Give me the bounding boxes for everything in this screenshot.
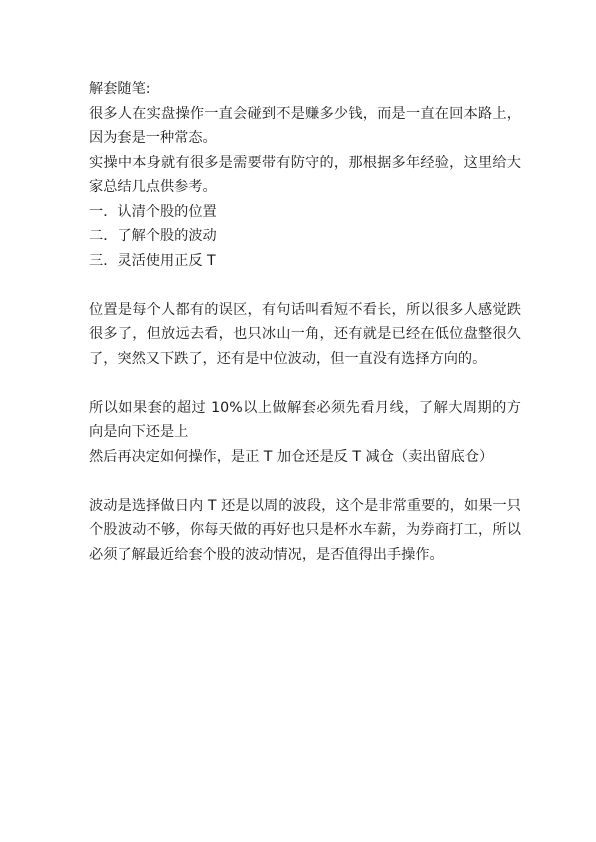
document-body xyxy=(89,77,521,567)
monthly-paragraph-2: 然后再决定如何操作，是正 T 加仓还是反 T 减仓（卖出留底仓） xyxy=(89,448,494,465)
point-item-1: 一．认清个股的位置 xyxy=(89,203,217,220)
intro-paragraph-1: 很多人在实盘操作一直会碰到不是赚多少钱，而是一直在回本路上，因为套是一种常态。 xyxy=(89,105,521,146)
point-item-3: 三．灵活使用正反 T xyxy=(89,252,216,269)
position-paragraph: 位置是每个人都有的误区，有句话叫看短不看长，所以很多人感觉跌很多了，但放远去看，也只冰山一角，还有就是已经在低位盘整很久了，突然又下跌了，还有是中位波动，但一直没有选择方向的。 xyxy=(89,301,521,367)
paragraph-spacer xyxy=(89,469,521,494)
monthly-paragraph-1: 所以如果套的超过 10%以上做解套必须先看月线，了解大周期的方向是向下还是上 xyxy=(89,399,521,440)
intro-paragraph-2: 实操中本身就有很多是需要带有防守的，那根据多年经验，这里给大家总结几点供参考。 xyxy=(89,154,521,195)
point-item-2: 二．了解个股的波动 xyxy=(89,228,217,244)
document-title: 解套随笔: xyxy=(89,81,151,97)
paragraph-spacer xyxy=(89,371,521,396)
paragraph-spacer xyxy=(89,273,521,298)
volatility-paragraph: 波动是选择做日内 T 还是以周的波段，这个是非常重要的，如果一只个股波动不够，你每天做的再好也只是杯水车薪，为券商打工，所以必须了解最近给套个股的波动情况，是否值得出手操作。 xyxy=(89,497,521,563)
